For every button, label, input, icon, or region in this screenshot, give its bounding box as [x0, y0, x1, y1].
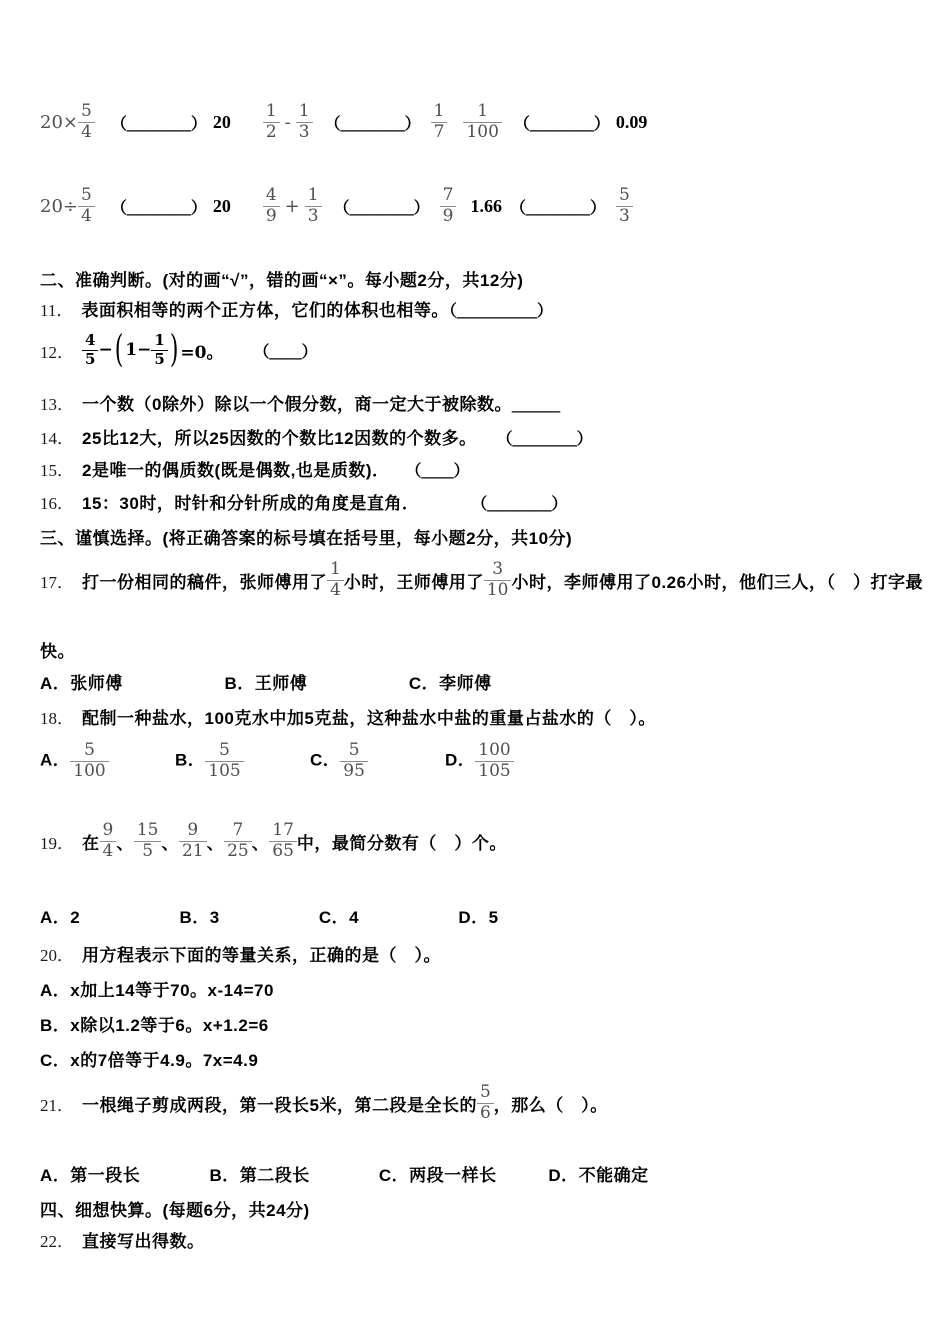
fraction-denominator: 3: [616, 206, 633, 226]
question-number: 18．: [40, 709, 74, 728]
fraction: [224, 819, 252, 861]
fraction-denominator: 4: [78, 122, 95, 142]
fraction-numerator: 5: [219, 739, 230, 760]
question-text: 在: [82, 833, 100, 853]
fraction-numerator: 7: [232, 819, 244, 840]
question-number: 20．: [40, 946, 74, 965]
fraction-denominator: 105: [205, 761, 243, 781]
compare-value: 20: [212, 111, 231, 132]
question-number: 11．: [40, 301, 74, 320]
fraction-numerator: 100: [478, 739, 511, 760]
fraction-denominator: 9: [440, 206, 457, 226]
question-18: [40, 704, 656, 729]
question-15: [40, 456, 470, 481]
fraction-denominator: 10: [484, 580, 512, 600]
fraction-numerator: 15: [136, 819, 159, 840]
question-text: 中，最简分数有（ ）个。: [296, 833, 507, 853]
question-22: [40, 1227, 205, 1252]
fraction: [151, 330, 167, 368]
fraction: [134, 819, 162, 861]
fraction-numerator: 1: [298, 100, 310, 121]
fraction-denominator: 95: [340, 761, 368, 781]
option-a: A．张师傅: [40, 674, 123, 693]
question-11: [40, 296, 553, 321]
question-text: 直接写出得数。: [82, 1232, 205, 1251]
answer-blank: （＿＿＿＿）: [324, 115, 421, 133]
option-c: C．两段一样长: [378, 1166, 497, 1185]
math-expression: 20÷: [40, 195, 78, 217]
fraction-numerator: 9: [102, 819, 114, 840]
fraction: [440, 184, 457, 226]
question-text: 小时，李师傅用了0.26小时，他们三人，（ ）打字最: [511, 572, 924, 592]
fraction-denominator: 5: [82, 350, 98, 368]
fraction-denominator: 21: [179, 841, 207, 861]
question-text: 小时，王师傅用了: [343, 572, 484, 592]
fraction-denominator: 4: [100, 841, 117, 861]
fraction-numerator: 5: [479, 1081, 491, 1102]
fraction-denominator: 3: [296, 122, 313, 142]
section-judge-heading: 二、准确判断。(对的画“√”，错的画“×”。每小题2分，共12分): [40, 271, 524, 290]
question-number: 21．: [40, 1095, 74, 1115]
fraction-numerator: 9: [187, 819, 199, 840]
answer-blank: ＿＿＿: [511, 397, 560, 414]
fraction-numerator: 1: [330, 558, 341, 579]
fraction-numerator: 5: [84, 739, 95, 760]
section-choice-heading: 三、谨慎选择。(将正确答案的标号填在括号里，每小题2分，共10分): [40, 529, 573, 548]
question-19: [40, 816, 507, 866]
question-20: [40, 941, 441, 966]
question-number: 16．: [40, 494, 74, 513]
number-one: 1: [125, 340, 138, 360]
fraction-denominator: 2: [263, 122, 280, 142]
answer-blank: （＿＿＿＿）: [110, 115, 207, 133]
fraction: [82, 330, 98, 368]
fraction: [616, 184, 633, 226]
fraction-numerator: 4: [85, 330, 96, 349]
compare-row-1: [40, 98, 647, 146]
option-b: B．第二段长: [209, 1166, 310, 1185]
question-12: [40, 326, 318, 374]
question-18-options: [40, 736, 514, 786]
answer-blank: （＿＿＿＿）: [110, 199, 207, 217]
fraction-denominator: 25: [224, 841, 252, 861]
fraction-numerator: 17: [272, 819, 294, 840]
separator: 、: [116, 833, 134, 853]
question-text: 25比12大，所以25因数的个数比12因数的个数多。: [82, 429, 477, 448]
answer-blank: （＿＿＿＿）: [333, 199, 430, 217]
fraction: [305, 184, 322, 226]
question-14: [40, 424, 593, 449]
separator: 、: [206, 833, 225, 853]
answer-blank: （＿＿）: [413, 463, 470, 480]
question-number: 12．: [40, 342, 74, 362]
question-number: 15．: [40, 461, 74, 480]
separator: 、: [161, 833, 179, 853]
fraction-numerator: 7: [442, 184, 454, 205]
question-text: 配制一种盐水，100克水中加5克盐，这种盐水中盐的重量占盐水的（ ）。: [82, 709, 656, 728]
fraction-denominator: 4: [327, 580, 344, 600]
fraction: [179, 819, 207, 861]
fraction-denominator: 100: [70, 761, 108, 781]
question-17-options: [40, 669, 492, 694]
fraction-numerator: 1: [433, 100, 445, 121]
question-17: [40, 556, 923, 604]
operator: -: [284, 111, 291, 133]
fraction: [100, 819, 117, 861]
separator: 、: [251, 833, 270, 853]
question-20-option-c: C．x的7倍等于4.9。7x=4.9: [40, 1051, 259, 1070]
operator: −: [137, 340, 152, 360]
fraction-numerator: 1: [154, 330, 165, 349]
fraction: [296, 100, 313, 142]
question-number: 17．: [40, 572, 74, 592]
operator: −: [98, 340, 113, 360]
fraction-denominator: 65: [269, 841, 297, 861]
option-label: D．: [445, 750, 476, 770]
fraction-denominator: 100: [463, 122, 501, 142]
fraction-numerator: 3: [492, 558, 504, 579]
question-21: [40, 1078, 608, 1128]
compare-value: 20: [212, 195, 231, 216]
fraction-numerator: 1: [307, 184, 319, 205]
big-paren-close: ): [169, 328, 179, 372]
fraction: [205, 739, 243, 781]
fraction-denominator: 6: [477, 1103, 494, 1123]
option-b: B．王师傅: [224, 674, 308, 693]
compare-value: 1.66: [470, 195, 502, 216]
answer-blank: （＿＿＿＿＿）: [448, 303, 553, 320]
compare-value: 0.09: [615, 111, 648, 132]
fraction-numerator: 1: [477, 100, 489, 121]
question-text: 15：30时，时针和分针所成的角度是直角．: [82, 494, 420, 513]
fraction-numerator: 5: [81, 184, 92, 205]
option-b: [175, 739, 310, 781]
math-expression: 20×: [40, 111, 78, 133]
section-calc-heading: 四、细想快算。(每题6分，共24分): [40, 1201, 310, 1220]
question-text: 表面积相等的两个正方体，它们的体积也相等。: [81, 301, 449, 320]
option-d: D．不能确定: [548, 1166, 649, 1185]
answer-blank: （＿＿＿＿）: [479, 496, 568, 513]
option-d: D．5: [458, 908, 499, 927]
fraction-denominator: 105: [475, 761, 513, 781]
option-a: A．第一段长: [40, 1166, 141, 1185]
option-a: A．2: [40, 908, 81, 927]
question-text: 打一份相同的稿件，张师傅用了: [82, 572, 327, 592]
fraction-numerator: 4: [265, 184, 277, 205]
question-number: 19．: [40, 833, 74, 853]
answer-blank: （＿＿＿＿）: [504, 431, 593, 448]
question-number: 14．: [40, 429, 74, 448]
fraction: [477, 1081, 494, 1123]
fraction: [263, 100, 280, 142]
answer-blank: （＿＿）: [253, 343, 318, 361]
fraction-denominator: 5: [134, 841, 162, 861]
fraction-numerator: 5: [618, 184, 630, 205]
option-c: C．4: [318, 908, 360, 927]
option-b: B．3: [179, 908, 220, 927]
fraction-denominator: 5: [151, 350, 167, 368]
question-19-options: [40, 903, 499, 928]
question-21-options: [40, 1161, 649, 1186]
fraction: [475, 739, 513, 781]
question-text: 一个数（0除外）除以一个假分数，商一定大于被除数。: [82, 395, 512, 414]
question-20-option-a: A．x加上14等于70。x-14=70: [40, 981, 274, 1000]
answer-blank: （＿＿＿＿）: [509, 199, 606, 217]
option-label: A．: [40, 750, 71, 770]
question-16: [40, 489, 567, 514]
fraction: [269, 819, 297, 861]
question-13: [40, 390, 560, 415]
question-number: 22．: [40, 1232, 74, 1251]
big-paren-open: (: [114, 328, 124, 372]
fraction: [327, 558, 344, 600]
question-text: ，那么（ ）。: [493, 1095, 608, 1115]
question-text: 一根绳子剪成两段，第一段长5米，第二段是全长的: [82, 1095, 477, 1115]
fraction: [70, 739, 108, 781]
question-17-wrap: 快。: [40, 642, 75, 661]
question-text: 2是唯一的偶质数(既是偶数,也是质数)．: [82, 461, 390, 480]
fraction: [463, 100, 501, 142]
option-label: B．: [175, 750, 206, 770]
operator: +: [284, 195, 300, 217]
compare-row-2: [40, 182, 633, 230]
fraction-numerator: 5: [348, 739, 360, 760]
fraction-denominator: 4: [78, 206, 95, 226]
option-d: [445, 739, 514, 781]
fraction: [484, 558, 512, 600]
fraction: [78, 100, 95, 142]
fraction: [78, 184, 95, 226]
option-a: [40, 739, 175, 781]
option-c: C．李师傅: [408, 674, 492, 693]
answer-blank: （＿＿＿＿）: [513, 115, 610, 133]
fraction-denominator: 9: [263, 206, 280, 226]
fraction-denominator: 3: [305, 206, 322, 226]
fraction-numerator: 5: [81, 100, 92, 121]
fraction-denominator: 7: [431, 122, 448, 142]
fraction-numerator: 1: [265, 100, 277, 121]
option-label: C．: [310, 750, 341, 770]
equals-zero: =0。: [180, 342, 224, 363]
fraction: [340, 739, 368, 781]
fraction: [263, 184, 280, 226]
option-c: [310, 739, 445, 781]
question-text: 用方程表示下面的等量关系，正确的是（ ）。: [82, 946, 441, 965]
fraction: [431, 100, 448, 142]
question-number: 13．: [40, 395, 74, 414]
question-20-option-b: B．x除以1.2等于6。x+1.2=6: [40, 1016, 269, 1035]
